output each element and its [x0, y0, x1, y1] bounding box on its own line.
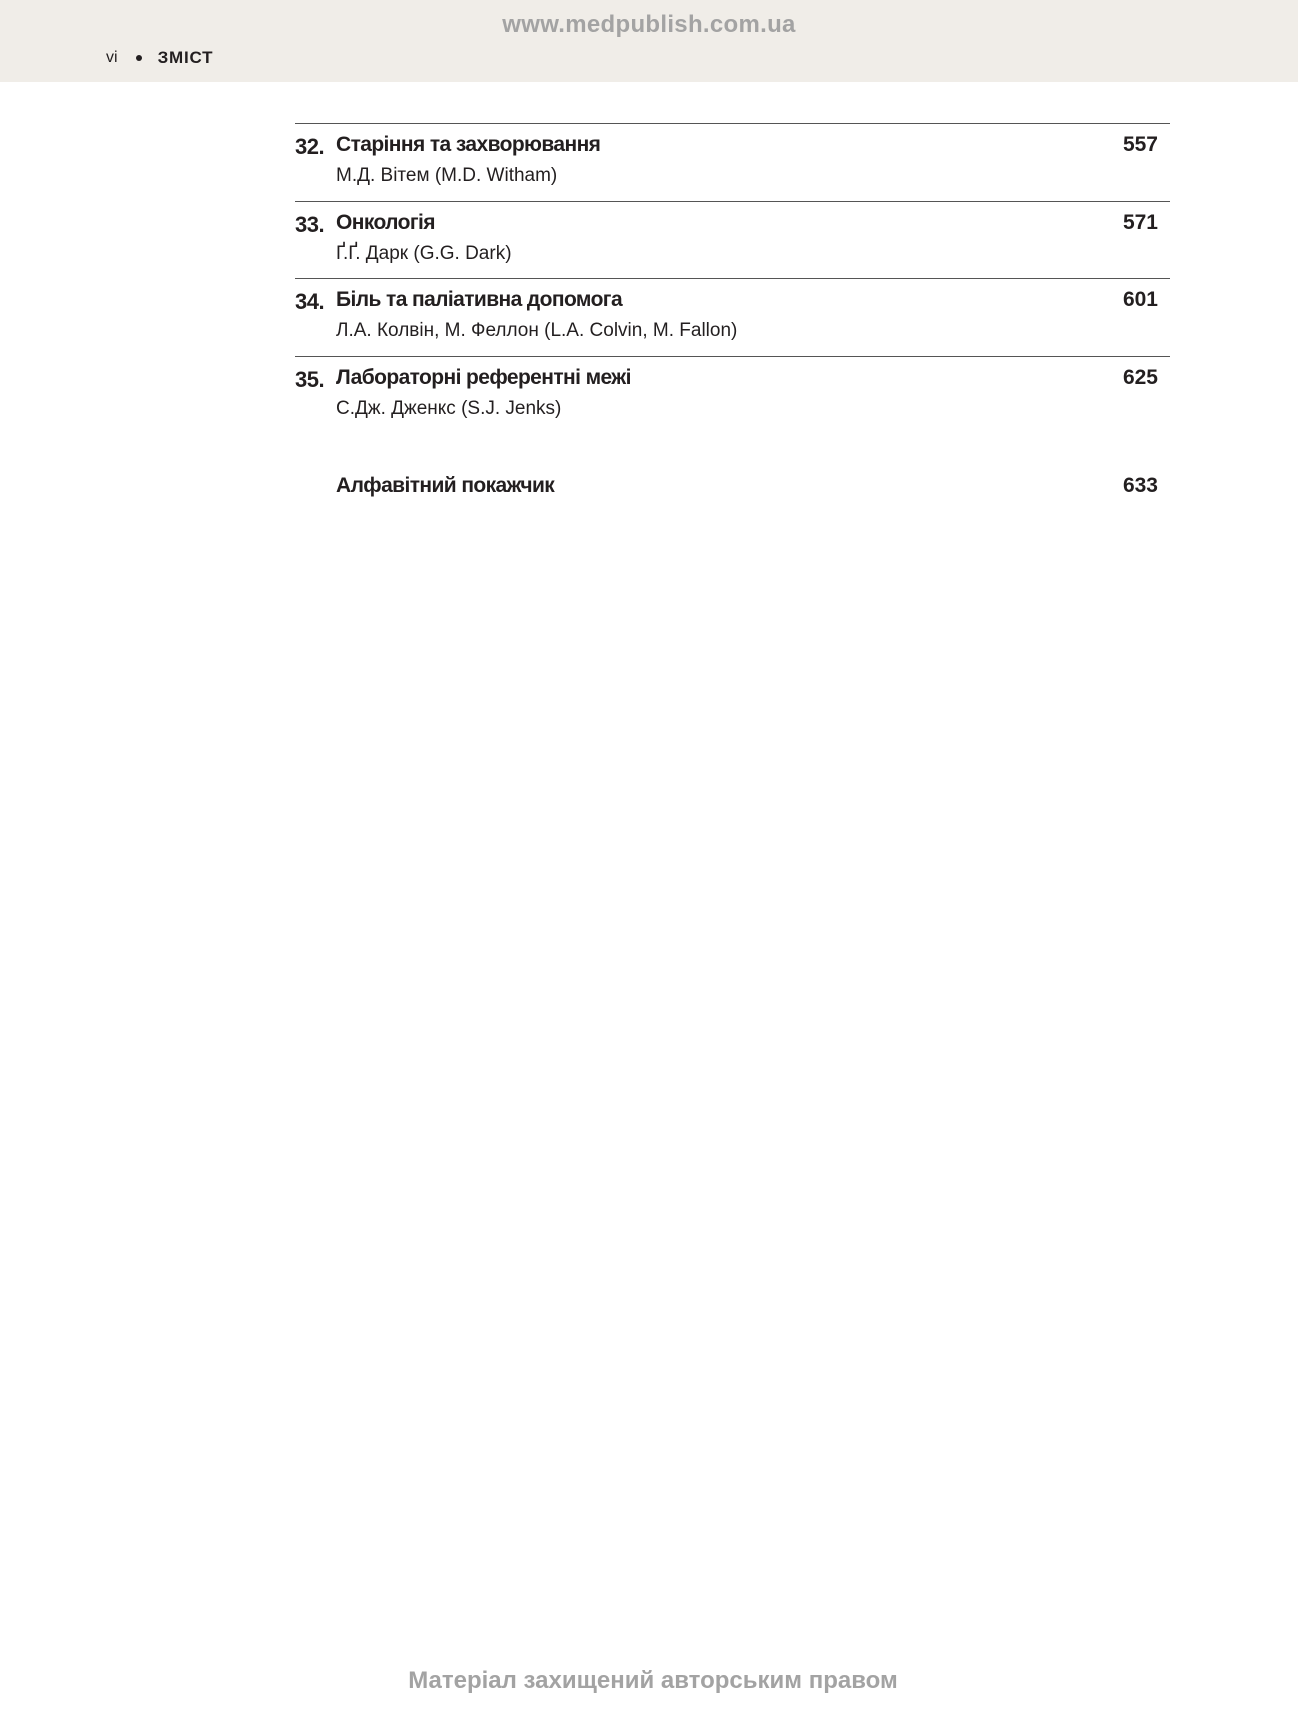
- chapter-authors: М.Д. Вітем (M.D. Witham): [336, 165, 558, 186]
- toc-entry-35[interactable]: [295, 356, 1170, 434]
- chapter-authors: С.Дж. Дженкс (S.J. Jenks): [336, 397, 562, 419]
- chapter-title: Лабораторні референтні межі: [336, 365, 631, 389]
- chapter-number: 34.: [295, 289, 325, 314]
- index-title: Алфавітний покажчик: [336, 474, 555, 497]
- toc-entry-34[interactable]: [295, 278, 1170, 356]
- table-of-contents: [295, 123, 1170, 433]
- running-head-page-number: vi: [106, 49, 118, 66]
- bullet-icon: [136, 55, 142, 61]
- chapter-title: Старіння та захворювання: [336, 133, 601, 156]
- chapter-page-number: 601: [1122, 288, 1158, 311]
- chapter-page-number: 571: [1122, 210, 1158, 234]
- toc-entry-33[interactable]: [295, 201, 1170, 279]
- running-head-title: ЗМІСТ: [157, 48, 214, 67]
- chapter-page-number: 625: [1122, 365, 1158, 389]
- chapter-number: 33.: [295, 211, 325, 237]
- index-page-number: 633: [1122, 474, 1158, 497]
- chapter-number: 32.: [295, 134, 325, 159]
- watermark-url: www.medpublish.com.ua: [502, 11, 796, 38]
- running-head: [106, 48, 213, 68]
- chapter-title: Онкологія: [336, 210, 435, 234]
- chapter-page-number: 557: [1122, 133, 1158, 156]
- chapter-title: Біль та паліативна допомога: [336, 288, 623, 311]
- chapter-authors: Л.А. Колвін, М. Феллон (L.A. Colvin, M. Fallon): [336, 320, 738, 341]
- chapter-authors: Ґ.Ґ. Дарк (G.G. Dark): [336, 242, 512, 264]
- copyright-watermark: Матеріал захищений авторським правом: [408, 1667, 898, 1694]
- chapter-number: 35.: [295, 366, 325, 392]
- toc-entry-index[interactable]: [295, 474, 1170, 508]
- toc-entry-32[interactable]: [295, 123, 1170, 201]
